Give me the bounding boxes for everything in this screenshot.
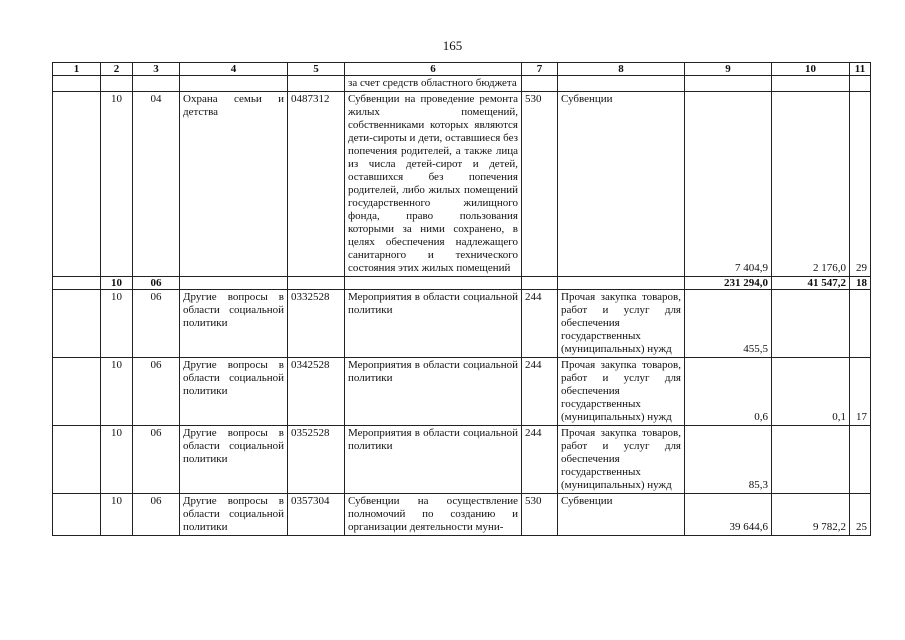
cell-amount-9: 455,5 (685, 290, 772, 358)
cell-target-name: Субвенции на осуществление полномочий по созданию и организации деятельности муни- (345, 494, 522, 536)
cell-subsection (133, 76, 180, 92)
cell-subsection-name: Другие вопросы в области социальной политики (180, 290, 288, 358)
cell-section (101, 76, 133, 92)
cell-subsection: 06 (133, 277, 180, 290)
cell-section: 10 (101, 290, 133, 358)
column-header: 6 (345, 63, 522, 76)
cell-col1 (53, 76, 101, 92)
cell-target-name: Мероприятия в области социальной политики (345, 290, 522, 358)
page-number: 165 (442, 38, 463, 53)
cell-subsection-name: Другие вопросы в области социальной политики (180, 426, 288, 494)
cell-target-code (288, 277, 345, 290)
cell-subsection: 06 (133, 358, 180, 426)
cell-subsection-name: Охрана семьи и детства (180, 92, 288, 277)
cell-expense-name: Прочая закупка товаров, работ и услуг для обеспечения государственных (муниципальных) нужд (558, 290, 685, 358)
cell-section: 10 (101, 426, 133, 494)
cell-expense-code: 530 (522, 92, 558, 277)
column-header: 1 (53, 63, 101, 76)
cell-col1 (53, 290, 101, 358)
cell-target-code: 0342528 (288, 358, 345, 426)
table-row (53, 290, 871, 358)
cell-col1 (53, 92, 101, 277)
column-header: 10 (772, 63, 850, 76)
table-row (53, 426, 871, 494)
cell-target-code (288, 76, 345, 92)
cell-subsection-name: Другие вопросы в области социальной политики (180, 494, 288, 536)
cell-target-name: за счет средств областного бюджета (345, 76, 522, 92)
cell-expense-code: 530 (522, 494, 558, 536)
cell-amount-9: 0,6 (685, 358, 772, 426)
cell-amount-10: 9 782,2 (772, 494, 850, 536)
cell-subsection-name (180, 76, 288, 92)
column-header: 11 (850, 63, 871, 76)
cell-expense-name: Прочая закупка товаров, работ и услуг для обеспечения государственных (муниципальных) нужд (558, 426, 685, 494)
cell-section: 10 (101, 358, 133, 426)
cell-subsection: 06 (133, 494, 180, 536)
budget-table (52, 62, 871, 536)
cell-amount-10 (772, 426, 850, 494)
cell-percent: 18 (850, 277, 871, 290)
cell-subsection: 06 (133, 290, 180, 358)
cell-expense-name (558, 277, 685, 290)
cell-subsection: 04 (133, 92, 180, 277)
table-row (53, 76, 871, 92)
cell-subsection-name (180, 277, 288, 290)
cell-target-code: 0357304 (288, 494, 345, 536)
cell-target-code: 0332528 (288, 290, 345, 358)
cell-target-name (345, 277, 522, 290)
cell-col1 (53, 426, 101, 494)
cell-col1 (53, 277, 101, 290)
cell-subsection-name: Другие вопросы в области социальной политики (180, 358, 288, 426)
table-row (53, 494, 871, 536)
cell-expense-code (522, 76, 558, 92)
column-header: 4 (180, 63, 288, 76)
cell-section: 10 (101, 92, 133, 277)
cell-amount-9: 85,3 (685, 426, 772, 494)
column-header: 8 (558, 63, 685, 76)
table-row-subtotal (53, 277, 871, 290)
column-header: 3 (133, 63, 180, 76)
cell-col1 (53, 494, 101, 536)
cell-expense-code (522, 277, 558, 290)
cell-expense-name: Субвенции (558, 92, 685, 277)
cell-amount-10: 41 547,2 (772, 277, 850, 290)
cell-target-name: Мероприятия в области социальной политики (345, 358, 522, 426)
cell-expense-name: Субвенции (558, 494, 685, 536)
column-header: 7 (522, 63, 558, 76)
cell-amount-9: 231 294,0 (685, 277, 772, 290)
cell-target-code: 0487312 (288, 92, 345, 277)
cell-percent: 29 (850, 92, 871, 277)
cell-amount-10 (772, 290, 850, 358)
cell-percent: 25 (850, 494, 871, 536)
cell-section: 10 (101, 494, 133, 536)
cell-section: 10 (101, 277, 133, 290)
cell-amount-10: 2 176,0 (772, 92, 850, 277)
table-row (53, 92, 871, 277)
cell-percent: 17 (850, 358, 871, 426)
cell-percent (850, 426, 871, 494)
column-header: 5 (288, 63, 345, 76)
cell-expense-code: 244 (522, 290, 558, 358)
cell-expense-name: Прочая закупка товаров, работ и услуг для обеспечения государственных (муниципальных) нужд (558, 358, 685, 426)
cell-amount-10 (772, 76, 850, 92)
cell-amount-9: 39 644,6 (685, 494, 772, 536)
cell-expense-code: 244 (522, 358, 558, 426)
cell-percent (850, 290, 871, 358)
cell-amount-9 (685, 76, 772, 92)
table-row (53, 358, 871, 426)
cell-expense-code: 244 (522, 426, 558, 494)
cell-target-code: 0352528 (288, 426, 345, 494)
cell-target-name: Субвенции на проведение ремонта жилых помещений, собственниками которых являются дети-сироты и дети, оставшиеся без попечения родителей, а также лица из числа детей-сирот и детей, оставшихся без попечения родителей, либо жилых помещений государственного жилищного фонда, право пользования которыми за ними сохранено, в целях обеспечения надлежащего санитарного и технического состояния этих жилых помещений (345, 92, 522, 277)
cell-percent (850, 76, 871, 92)
cell-col1 (53, 358, 101, 426)
column-header: 2 (101, 63, 133, 76)
column-header: 9 (685, 63, 772, 76)
column-number-row (53, 63, 871, 76)
cell-amount-10: 0,1 (772, 358, 850, 426)
cell-subsection: 06 (133, 426, 180, 494)
cell-target-name: Мероприятия в области социальной политики (345, 426, 522, 494)
cell-expense-name (558, 76, 685, 92)
cell-amount-9: 7 404,9 (685, 92, 772, 277)
